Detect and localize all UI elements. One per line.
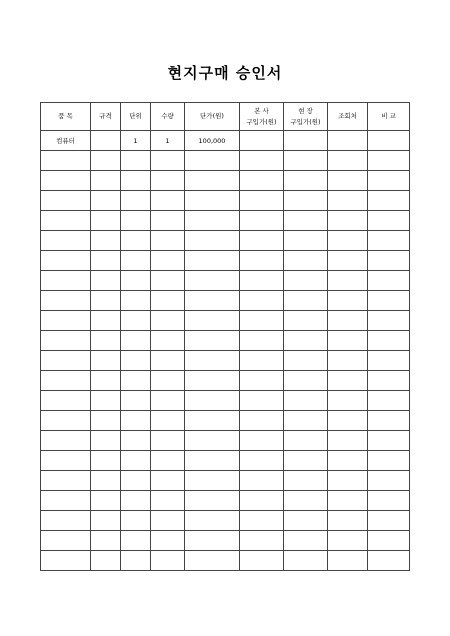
table-row	[41, 531, 410, 551]
table-cell	[185, 231, 240, 251]
table-row	[41, 451, 410, 471]
table-cell	[121, 411, 151, 431]
table-cell	[151, 331, 185, 351]
table-header-row	[41, 103, 410, 131]
table-cell	[185, 331, 240, 351]
table-cell	[240, 191, 284, 211]
table-cell	[121, 451, 151, 471]
header-hq-purchase-price: 본 사 구입가(원)	[240, 103, 284, 131]
table-cell	[41, 451, 91, 471]
table-cell	[121, 371, 151, 391]
table-cell	[240, 471, 284, 491]
table-row	[41, 331, 410, 351]
table-cell	[240, 531, 284, 551]
table-cell	[121, 251, 151, 271]
table-cell	[240, 391, 284, 411]
table-cell	[328, 431, 368, 451]
table-cell	[151, 151, 185, 171]
table-cell	[91, 491, 121, 511]
table-cell	[41, 371, 91, 391]
table-cell	[151, 471, 185, 491]
table-cell	[41, 271, 91, 291]
table-cell	[151, 211, 185, 231]
table-cell	[185, 391, 240, 411]
table-cell	[41, 391, 91, 411]
table-row	[41, 551, 410, 571]
table-cell	[328, 411, 368, 431]
table-cell	[368, 191, 410, 211]
table-cell	[284, 551, 328, 571]
table-cell	[121, 291, 151, 311]
table-cell	[41, 471, 91, 491]
table-cell	[41, 191, 91, 211]
table-row	[41, 191, 410, 211]
table-row	[41, 131, 410, 151]
table-cell	[368, 211, 410, 231]
table-cell	[185, 451, 240, 471]
table-cell	[328, 511, 368, 531]
table-cell	[185, 151, 240, 171]
table-cell	[328, 311, 368, 331]
table-cell	[185, 531, 240, 551]
table-cell	[41, 531, 91, 551]
table-cell	[328, 451, 368, 471]
table-cell	[368, 271, 410, 291]
header-quantity: 수량	[151, 103, 185, 131]
table-cell	[328, 211, 368, 231]
table-cell	[240, 231, 284, 251]
table-cell	[328, 471, 368, 491]
header-inquiry-source: 조회처	[328, 103, 368, 131]
table-cell	[151, 551, 185, 571]
table-cell	[121, 171, 151, 191]
table-cell	[284, 311, 328, 331]
table-cell	[368, 251, 410, 271]
table-cell	[284, 351, 328, 371]
table-row	[41, 311, 410, 331]
table-cell	[41, 431, 91, 451]
table-cell	[121, 271, 151, 291]
table-cell	[41, 311, 91, 331]
table-row	[41, 471, 410, 491]
table-cell	[284, 531, 328, 551]
table-cell	[91, 551, 121, 571]
table-row	[41, 431, 410, 451]
table-cell	[91, 531, 121, 551]
table-cell	[121, 531, 151, 551]
table-cell	[121, 191, 151, 211]
table-cell	[41, 331, 91, 351]
table-row	[41, 291, 410, 311]
table-cell	[284, 231, 328, 251]
table-cell	[151, 371, 185, 391]
table-row	[41, 411, 410, 431]
table-cell	[368, 351, 410, 371]
table-cell	[368, 231, 410, 251]
table-cell	[368, 371, 410, 391]
table-cell	[91, 171, 121, 191]
table-cell	[240, 511, 284, 531]
table-cell	[185, 211, 240, 231]
table-cell	[328, 351, 368, 371]
table-cell: 100,000	[185, 131, 240, 151]
table-cell	[240, 351, 284, 371]
table-cell	[328, 371, 368, 391]
purchase-approval-table	[40, 102, 410, 571]
table-cell	[240, 551, 284, 571]
table-cell	[240, 411, 284, 431]
table-cell	[284, 151, 328, 171]
table-cell	[284, 431, 328, 451]
table-cell	[91, 411, 121, 431]
table-cell	[121, 471, 151, 491]
table-cell	[41, 491, 91, 511]
table-cell	[185, 351, 240, 371]
table-cell	[240, 151, 284, 171]
table-cell	[41, 171, 91, 191]
table-cell	[91, 211, 121, 231]
table-cell	[284, 291, 328, 311]
table-cell	[185, 171, 240, 191]
table-cell	[185, 491, 240, 511]
table-cell	[328, 331, 368, 351]
table-cell	[328, 131, 368, 151]
table-cell	[151, 531, 185, 551]
table-cell	[328, 191, 368, 211]
table-cell	[368, 411, 410, 431]
table-cell	[368, 551, 410, 571]
table-cell	[91, 391, 121, 411]
table-cell	[91, 371, 121, 391]
table-cell	[284, 491, 328, 511]
table-cell	[41, 411, 91, 431]
table-cell	[91, 331, 121, 351]
table-cell	[328, 171, 368, 191]
table-cell	[240, 311, 284, 331]
table-cell	[185, 411, 240, 431]
table-cell	[151, 511, 185, 531]
table-cell	[368, 151, 410, 171]
table-cell	[151, 271, 185, 291]
table-cell	[240, 251, 284, 271]
table-cell	[284, 391, 328, 411]
table-cell	[240, 371, 284, 391]
table-cell	[151, 411, 185, 431]
table-cell	[240, 451, 284, 471]
table-cell	[185, 551, 240, 571]
table-cell	[368, 131, 410, 151]
table-cell	[185, 191, 240, 211]
table-cell	[91, 291, 121, 311]
table-cell	[368, 451, 410, 471]
table-row	[41, 391, 410, 411]
table-cell	[151, 391, 185, 411]
table-cell	[185, 431, 240, 451]
table-cell	[328, 151, 368, 171]
table-row	[41, 351, 410, 371]
table-cell	[151, 291, 185, 311]
table-cell	[284, 211, 328, 231]
table-cell	[41, 231, 91, 251]
table-cell	[91, 351, 121, 371]
table-cell	[328, 491, 368, 511]
table-cell	[121, 351, 151, 371]
table-cell	[185, 511, 240, 531]
table-cell	[91, 191, 121, 211]
table-cell	[91, 251, 121, 271]
table-cell	[41, 151, 91, 171]
table-row	[41, 231, 410, 251]
table-cell	[91, 311, 121, 331]
table-cell	[151, 231, 185, 251]
table-row	[41, 491, 410, 511]
table-cell	[368, 331, 410, 351]
table-cell	[91, 471, 121, 491]
table-cell	[240, 131, 284, 151]
table-cell	[151, 311, 185, 331]
table-cell	[41, 251, 91, 271]
table-cell	[91, 151, 121, 171]
table-cell	[240, 291, 284, 311]
table-cell	[41, 211, 91, 231]
table-cell	[284, 451, 328, 471]
table-cell	[185, 291, 240, 311]
table-cell	[368, 491, 410, 511]
table-cell	[91, 131, 121, 151]
table-cell	[368, 311, 410, 331]
table-row	[41, 151, 410, 171]
table-cell	[41, 351, 91, 371]
table-cell	[41, 511, 91, 531]
table-cell	[284, 371, 328, 391]
table-cell	[284, 331, 328, 351]
table-cell	[368, 531, 410, 551]
table-cell	[121, 551, 151, 571]
table-cell	[91, 431, 121, 451]
table-cell	[240, 491, 284, 511]
header-comparison: 비 교	[368, 103, 410, 131]
table-cell	[240, 271, 284, 291]
table-cell	[185, 471, 240, 491]
table-cell	[328, 251, 368, 271]
header-item: 품 목	[41, 103, 91, 131]
table-cell	[240, 431, 284, 451]
table-cell	[151, 171, 185, 191]
table-cell	[41, 551, 91, 571]
table-cell	[121, 391, 151, 411]
table-cell: 1	[121, 131, 151, 151]
table-cell	[185, 311, 240, 331]
table-cell	[284, 251, 328, 271]
document-title: 현지구매 승인서	[167, 64, 283, 82]
table-cell	[368, 431, 410, 451]
table-cell	[121, 331, 151, 351]
table-cell	[151, 431, 185, 451]
table-cell	[284, 171, 328, 191]
table-cell: 컴퓨터	[41, 131, 91, 151]
table-cell	[284, 511, 328, 531]
table-cell	[284, 271, 328, 291]
table-cell	[91, 271, 121, 291]
table-cell	[328, 531, 368, 551]
table-cell	[284, 471, 328, 491]
header-spec: 규격	[91, 103, 121, 131]
table-cell	[41, 291, 91, 311]
table-cell	[121, 231, 151, 251]
table-row	[41, 171, 410, 191]
table-cell	[121, 211, 151, 231]
table-cell	[185, 271, 240, 291]
table-cell	[284, 411, 328, 431]
table-cell	[185, 371, 240, 391]
table-cell	[121, 151, 151, 171]
table-cell	[91, 451, 121, 471]
table-row	[41, 251, 410, 271]
table-cell	[121, 511, 151, 531]
table-cell	[151, 451, 185, 471]
table-row	[41, 511, 410, 531]
table-cell	[368, 511, 410, 531]
table-cell	[151, 351, 185, 371]
table-cell	[91, 231, 121, 251]
table-cell	[240, 171, 284, 191]
table-cell	[121, 431, 151, 451]
table-cell	[368, 291, 410, 311]
table-cell	[151, 491, 185, 511]
header-site-purchase-price: 현 장 구입가(원)	[284, 103, 328, 131]
table-cell	[240, 331, 284, 351]
table-cell	[328, 391, 368, 411]
table-cell	[328, 271, 368, 291]
table-cell	[368, 171, 410, 191]
table-cell	[328, 291, 368, 311]
table-cell	[284, 191, 328, 211]
table-cell	[121, 311, 151, 331]
table-cell	[284, 131, 328, 151]
table-cell	[368, 391, 410, 411]
table-cell	[240, 211, 284, 231]
table-cell	[151, 191, 185, 211]
table-cell	[91, 511, 121, 531]
table-cell	[151, 251, 185, 271]
table-cell	[368, 471, 410, 491]
table-cell	[185, 251, 240, 271]
table-cell	[121, 491, 151, 511]
header-unit: 단위	[121, 103, 151, 131]
table-row	[41, 371, 410, 391]
table-cell	[328, 551, 368, 571]
table-cell	[328, 231, 368, 251]
table-row	[41, 211, 410, 231]
table-row	[41, 271, 410, 291]
header-unit-price: 단가(원)	[185, 103, 240, 131]
table-cell: 1	[151, 131, 185, 151]
